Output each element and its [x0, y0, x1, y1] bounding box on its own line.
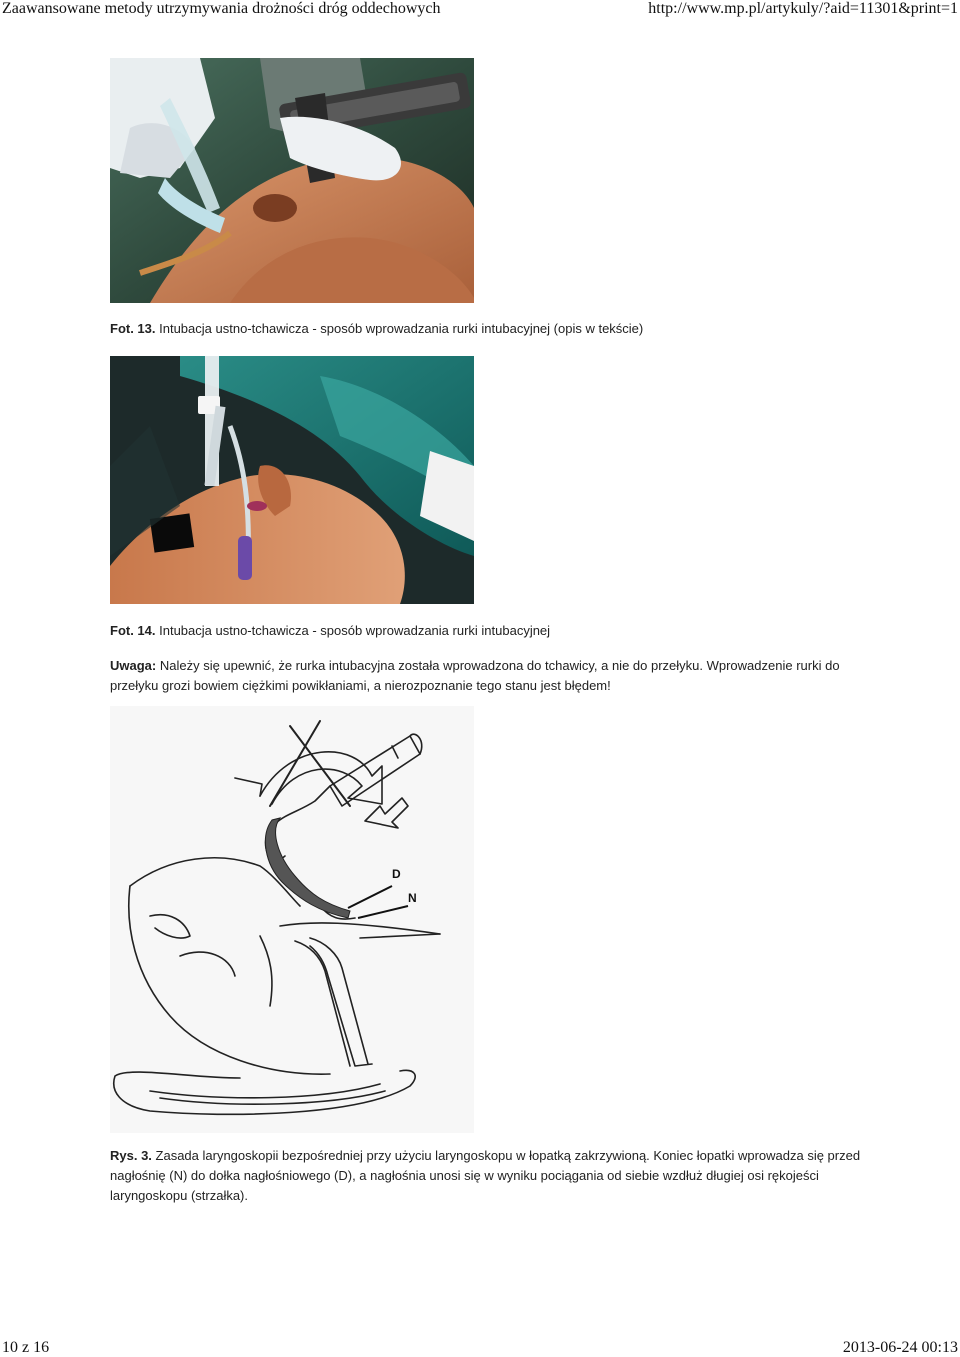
label-n: N	[408, 891, 417, 905]
warning-note	[110, 656, 890, 696]
label-d: D	[392, 867, 401, 881]
photo-intubation-tube	[110, 356, 474, 604]
figure-rys3-caption-text: Zasada laryngoskopii bezpośredniej przy użyciu laryngoskopu w łopatką zakrzywioną. Koniec łopatki wprowadza się przed nagłośnię (N) do dołka nagłośniowego (D), a nagłośnia unosi się w wyniku pociągania od siebie wzdłuż długiej osi rękojeści laryngoskopu (strzałka).	[110, 1148, 861, 1203]
figure14-caption	[110, 621, 550, 640]
figure13-caption-text: Intubacja ustno-tchawicza - sposób wprowadzania rurki intubacyjnej (opis w tekście)	[155, 321, 644, 336]
figure14-label: Fot. 14.	[110, 623, 156, 638]
page-header-url[interactable]: http://www.mp.pl/artykuly/?aid=11301&print=1	[648, 0, 958, 17]
warning-note-label: Uwaga:	[110, 658, 157, 673]
figure13-label: Fot. 13.	[110, 321, 156, 336]
figure14-caption-text: Intubacja ustno-tchawicza - sposób wprowadzania rurki intubacyjnej	[155, 623, 551, 638]
photo-intubation-laryngoscope	[110, 58, 474, 303]
warning-note-text: Należy się upewnić, że rurka intubacyjna została wprowadzona do tchawicy, a nie do przełyku. Wprowadzenie rurki do przełyku grozi bowiem ciężkimi powikłaniami, a nierozpoznanie tego stanu jest błędem!	[110, 658, 840, 693]
figure-rys3-label: Rys. 3.	[110, 1148, 152, 1163]
page-number: 10 z 16	[2, 1339, 50, 1356]
figure13-caption	[110, 319, 643, 338]
print-datetime: 2013-06-24 00:13	[842, 1339, 958, 1356]
page-header-title: Zaawansowane metody utrzymywania drożności dróg oddechowych	[2, 0, 441, 17]
diagram-laryngoscopy	[110, 706, 474, 1133]
figure-rys3-caption	[110, 1146, 890, 1206]
